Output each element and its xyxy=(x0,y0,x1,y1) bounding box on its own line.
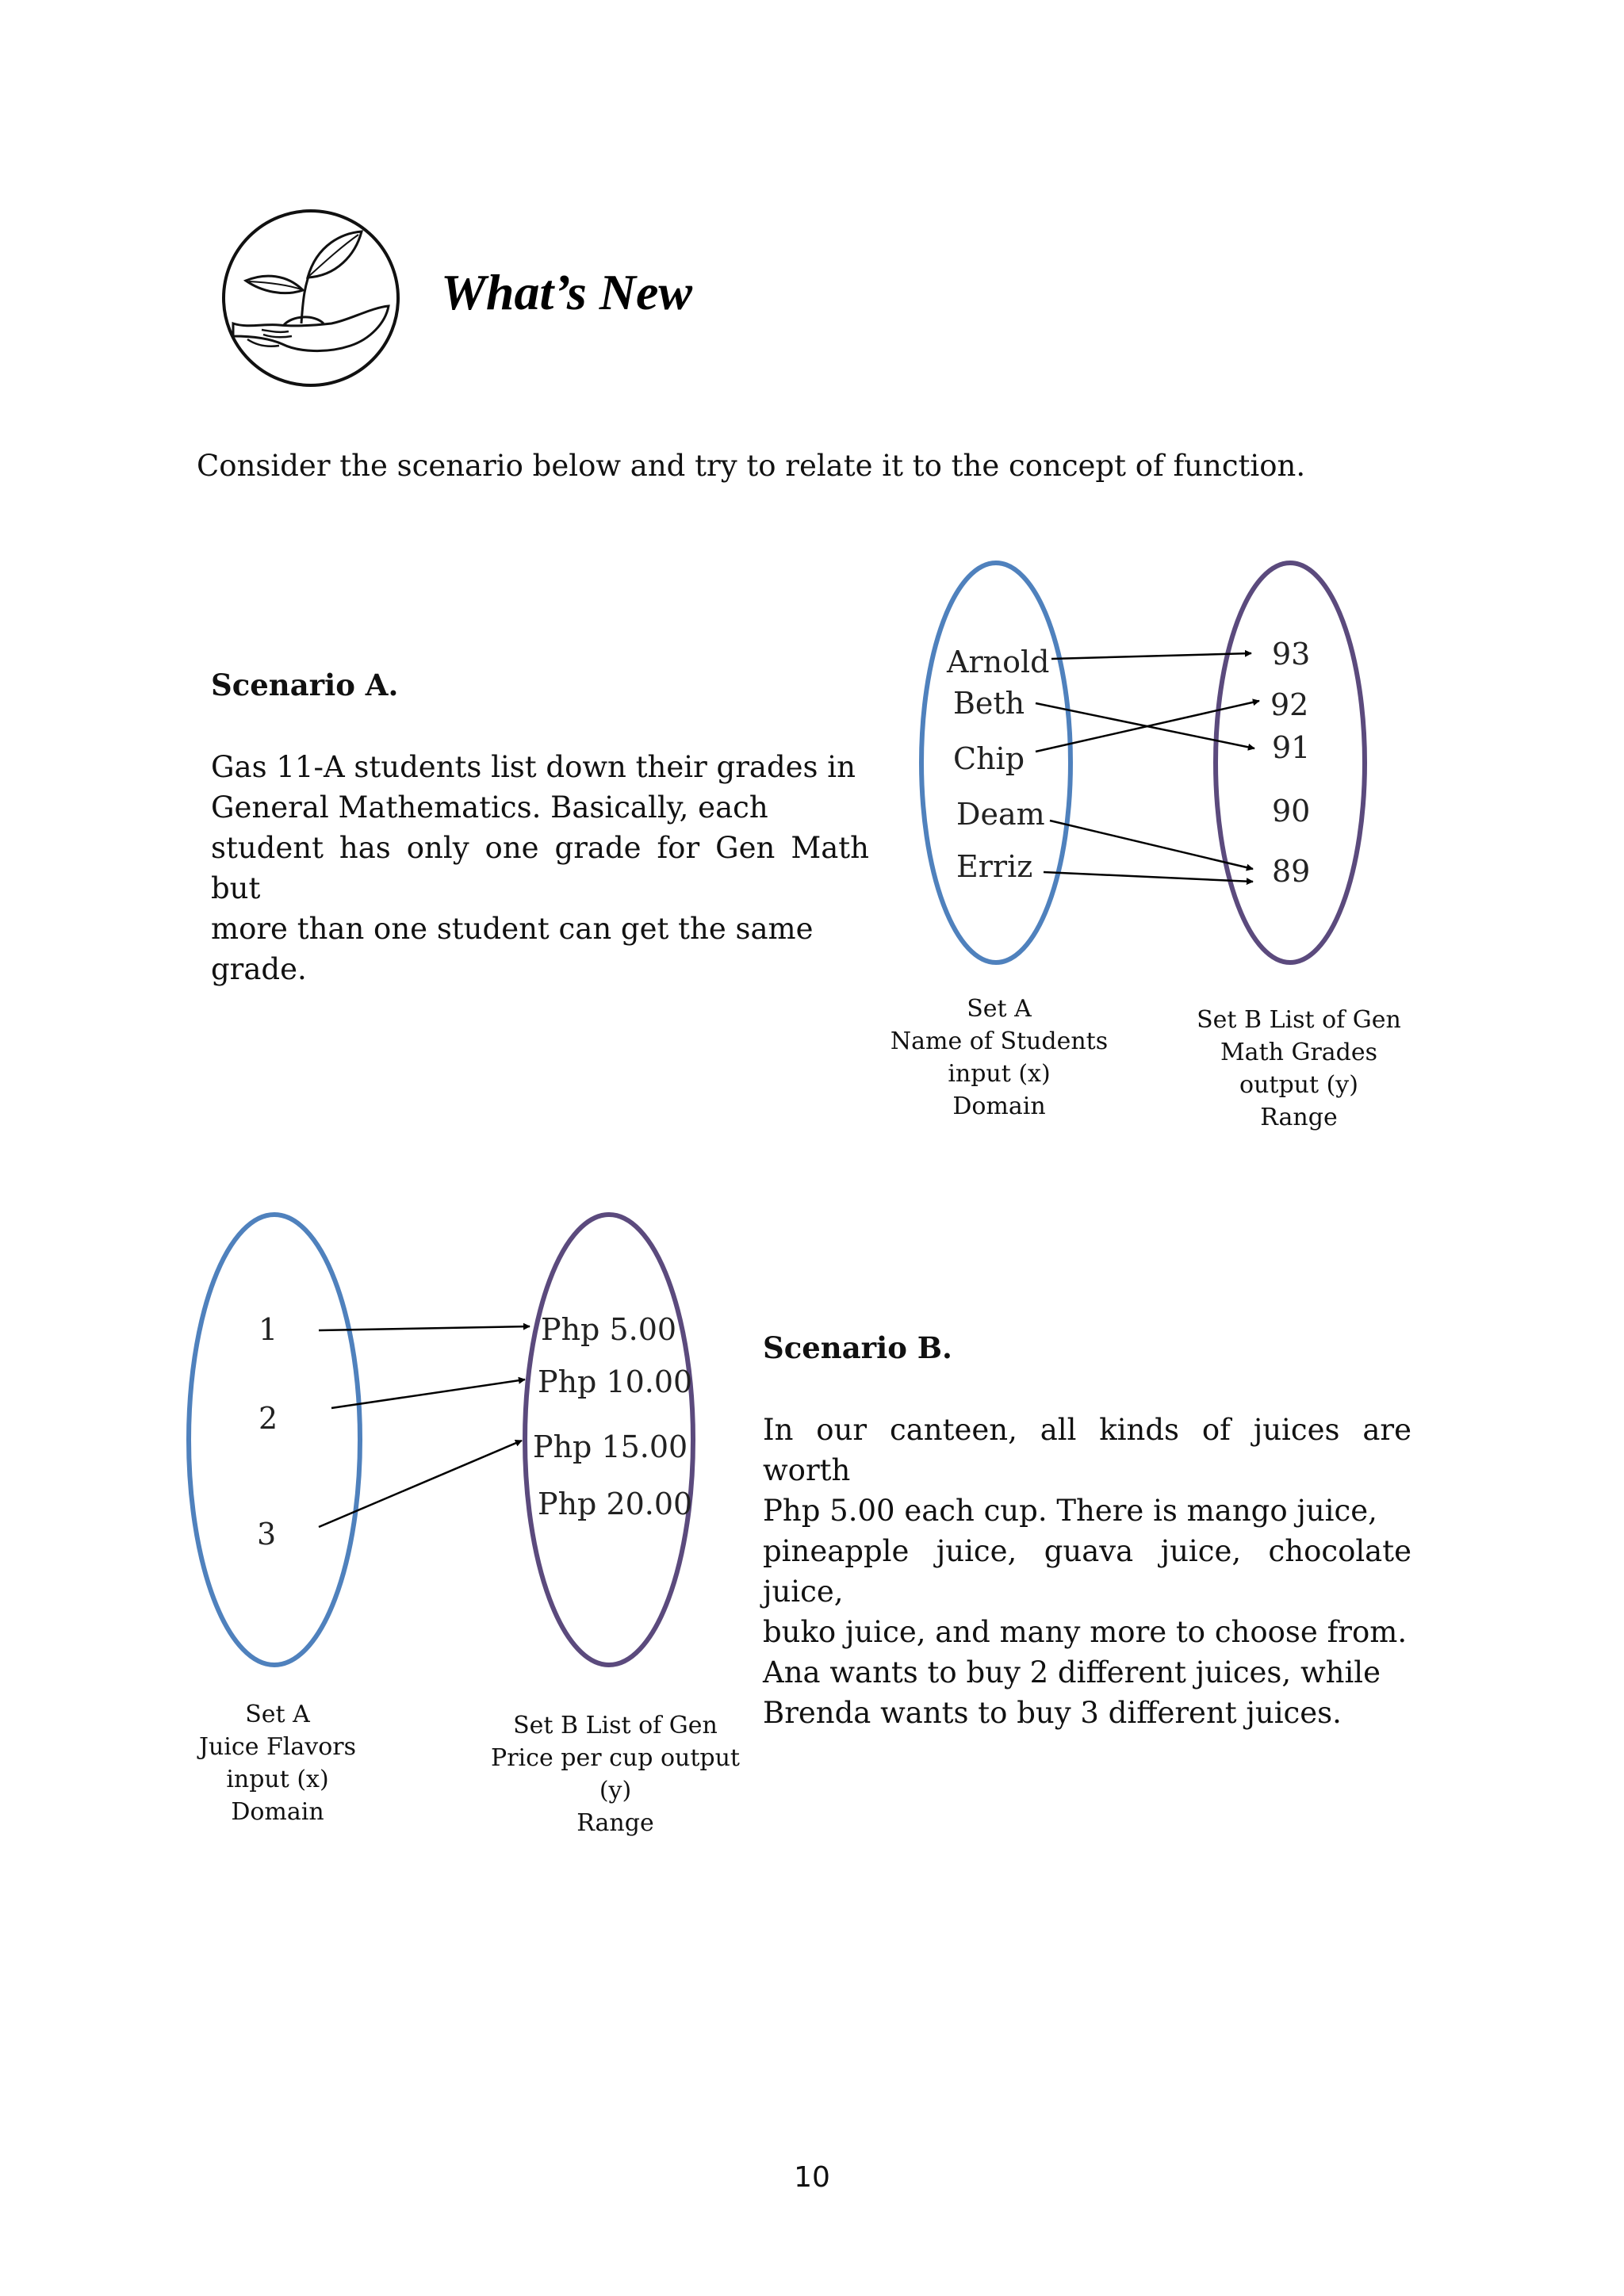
scenario-a-set-a-item: Beth xyxy=(953,686,1025,721)
scenario-b-line: In our canteen, all kinds of juices are worth xyxy=(763,1413,1411,1487)
scenario-b-set-a-item: 1 xyxy=(259,1312,278,1347)
caption-line: input (x) xyxy=(948,1060,1051,1088)
scenario-a-set-a-caption xyxy=(856,993,1142,1123)
scenario-b-set-a-caption xyxy=(159,1698,396,1828)
scenario-a-set-a-item: Erriz xyxy=(956,849,1033,884)
scenario-b-set-b-item: Php 10.00 xyxy=(538,1364,693,1399)
scenario-a-set-b-item: 92 xyxy=(1270,687,1309,722)
scenario-a-line: more than one student can get the same xyxy=(211,912,814,946)
caption-line: output (y) xyxy=(1239,1071,1358,1099)
caption-line: Domain xyxy=(952,1093,1046,1120)
intro-text: Consider the scenario below and try to relate it to the concept of function. xyxy=(197,449,1306,483)
caption-line: Name of Students xyxy=(890,1027,1109,1055)
scenario-b-set-a-item: 3 xyxy=(257,1517,277,1552)
mapping-arrow-arnold-93 xyxy=(1051,653,1251,659)
scenario-b-set-b-item: Php 15.00 xyxy=(533,1429,688,1464)
scenario-a-set-b-item: 90 xyxy=(1272,794,1311,828)
caption-line: Price per cup output xyxy=(491,1744,740,1772)
scenario-b-line: Brenda wants to buy 3 different juices. xyxy=(763,1696,1342,1730)
scenario-a-line: student has only one grade for Gen Math but xyxy=(211,831,869,905)
scenario-b-set-b-item: Php 20.00 xyxy=(538,1487,693,1521)
caption-line: (y) xyxy=(599,1777,632,1804)
scenario-a-line: Gas 11-A students list down their grades in xyxy=(211,750,856,784)
caption-line: Set A xyxy=(245,1701,310,1728)
caption-line: Set B List of Gen xyxy=(513,1712,718,1739)
scenario-a-line: grade. xyxy=(211,952,307,986)
scenario-b-set-b-item: Php 5.00 xyxy=(541,1312,677,1347)
scenario-b-set-b-caption xyxy=(481,1709,750,1839)
caption-line: Range xyxy=(1260,1104,1338,1131)
caption-line: Math Grades xyxy=(1220,1039,1378,1066)
scenario-b-set-a-oval xyxy=(189,1215,360,1665)
scenario-b-line: Ana wants to buy 2 different juices, while xyxy=(763,1655,1381,1689)
scenario-a-set-b-item: 91 xyxy=(1272,730,1311,765)
mapping-arrow-erriz-89 xyxy=(1044,872,1253,882)
scenario-a-set-a-item: Deam xyxy=(956,797,1045,832)
scenario-a-set-b-caption xyxy=(1172,1004,1426,1134)
caption-line: Juice Flavors xyxy=(198,1733,357,1761)
scenario-b-title: Scenario B. xyxy=(763,1330,952,1365)
scenario-a-set-a-item: Chip xyxy=(953,741,1025,776)
page-heading: What’s New xyxy=(441,264,693,320)
scenario-a-title: Scenario A. xyxy=(211,668,399,702)
scenario-a-line: General Mathematics. Basically, each xyxy=(211,790,768,825)
caption-line: Range xyxy=(576,1809,654,1837)
scenario-a-set-b-item: 93 xyxy=(1272,637,1311,672)
caption-line: Set B List of Gen xyxy=(1197,1006,1401,1034)
caption-line: Set A xyxy=(967,995,1032,1023)
page-number: 10 xyxy=(794,2161,830,2194)
scenario-a-set-b-item: 89 xyxy=(1272,854,1311,889)
scenario-b-line: pineapple juice, guava juice, chocolate juice, xyxy=(763,1534,1411,1609)
scenario-b-set-a-item: 2 xyxy=(259,1401,278,1436)
scenario-b-line: buko juice, and many more to choose from. xyxy=(763,1615,1408,1649)
caption-line: input (x) xyxy=(226,1766,329,1793)
caption-line: Domain xyxy=(231,1798,324,1826)
scenario-b-line: Php 5.00 each cup. There is mango juice, xyxy=(763,1494,1377,1528)
mapping-arrow-3-php15 xyxy=(319,1441,522,1527)
scenario-a-set-a-item: Arnold xyxy=(947,645,1050,679)
